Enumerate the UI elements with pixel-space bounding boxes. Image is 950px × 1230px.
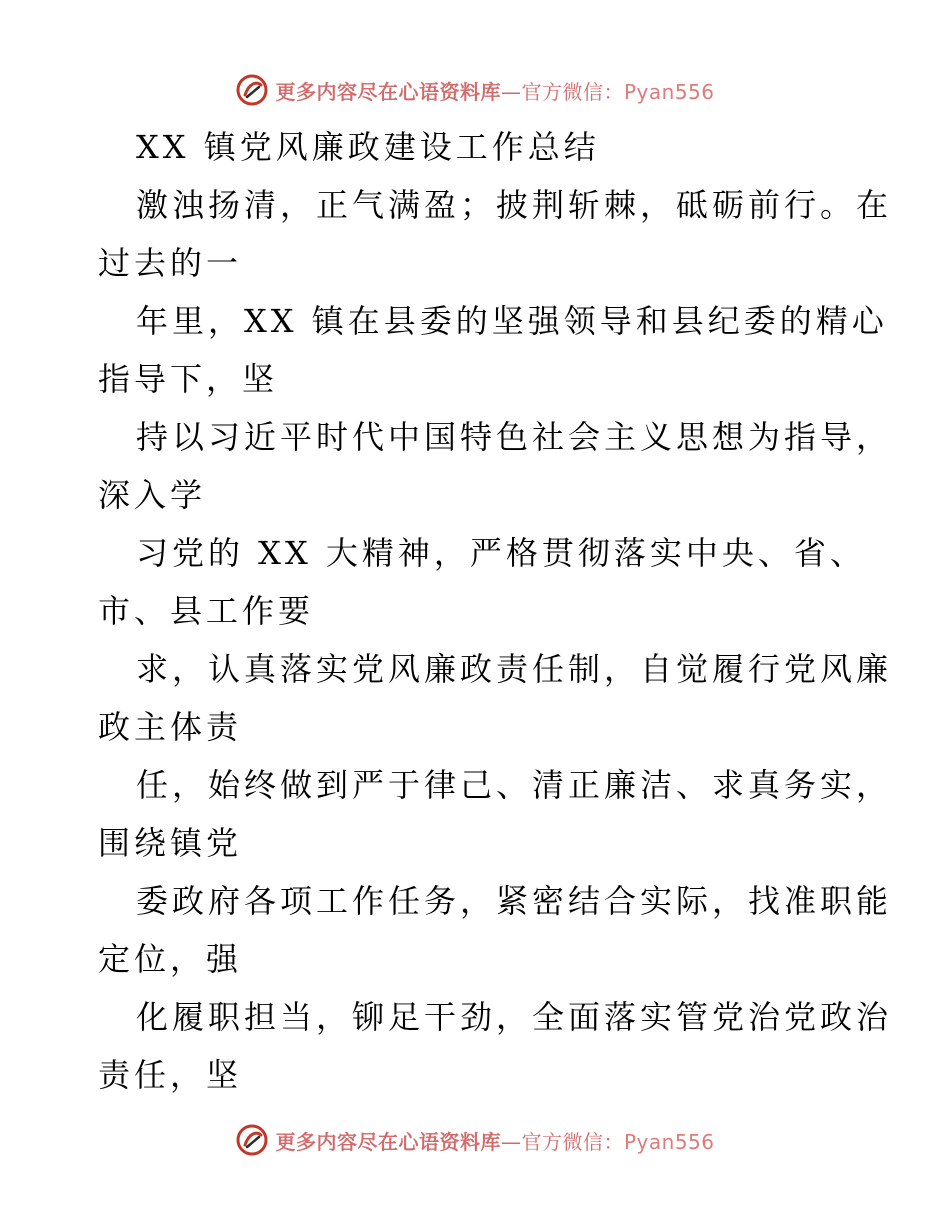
watermark-text	[275, 1126, 714, 1155]
footer-watermark	[0, 1120, 950, 1160]
body-line: 求，认真落实党风廉政责任制，自觉履行党风廉	[136, 650, 893, 688]
body-line: 深入学	[98, 476, 207, 514]
body-line: 定位，强	[98, 940, 243, 978]
body-line: 围绕镇党	[98, 824, 243, 862]
document-title: XX 镇党风廉政建设工作总结	[136, 128, 600, 166]
watermark-main: 更多内容尽在心语资料库	[275, 79, 501, 104]
document-body	[98, 118, 893, 1104]
body-line: 任，始终做到严于律己、清正廉洁、求真务实，	[136, 766, 893, 804]
body-line: 责任，坚	[98, 1056, 243, 1094]
body-line: 化履职担当，铆足干劲，全面落实管党治党政治	[136, 998, 893, 1036]
red-seal-logo-icon	[235, 73, 269, 107]
header-watermark	[0, 70, 950, 110]
body-line: 指导下，坚	[98, 360, 279, 398]
body-line: 激浊扬清，正气满盈；披荆斩棘，砥砺前行。在	[136, 186, 893, 224]
body-line: 政主体责	[98, 708, 243, 746]
body-line: 习党的 XX 大精神，严格贯彻落实中央、省、	[136, 534, 866, 572]
body-line: 年里，XX 镇在县委的坚强领导和县纪委的精心	[136, 302, 888, 340]
watermark-id: Pyan556	[623, 79, 715, 104]
watermark-separator: —官方微信：	[500, 1129, 624, 1154]
red-seal-logo-icon	[235, 1123, 269, 1157]
body-line: 过去的一	[98, 244, 243, 282]
watermark-main: 更多内容尽在心语资料库	[275, 1129, 501, 1154]
body-line: 委政府各项工作任务，紧密结合实际，找准职能	[136, 882, 893, 920]
body-line: 市、县工作要	[98, 592, 315, 630]
watermark-separator: —官方微信：	[500, 79, 624, 104]
watermark-text	[275, 76, 714, 105]
watermark-id: Pyan556	[623, 1129, 715, 1154]
body-line: 持以习近平时代中国特色社会主义思想为指导，	[136, 418, 893, 456]
